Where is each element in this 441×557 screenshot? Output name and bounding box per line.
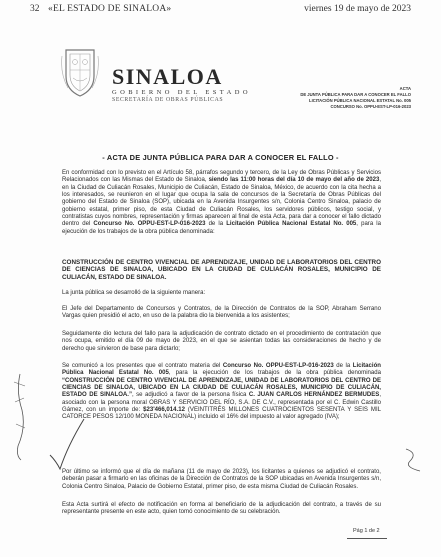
acta-line-1: ACTA [399,86,411,91]
p1-text-g: , para la ejecución de los trabajos de la obra pública denominada: [62,221,381,235]
p6-text-a: Se comunicó a los presentes que el contrato materia del [62,363,223,369]
paragraph-award [62,363,381,422]
p1-concurso: Concurso No. OPPU-EST-LP-016-2023 [93,221,206,228]
paragraph-ruling-reading: Seguidamente dio lectura del fallo para la adjudicación de contrato dictado en el procedimiento de contratación que nos ocupa, emitido el día 09 de mayo de 2023, en el que se asientan todas las consideraciones de hecho y de derecho que sirvieron de base para dictarlo; [62,331,381,352]
p6-amount-words: (VEINTITRÉS MILLONES CUATROCIENTOS SESENTA Y SEIS MIL CATORCE PESOS 12/100 MONEDA NACIONAL) [62,407,381,421]
newspaper-name: «EL ESTADO DE SINALOA» [48,4,172,14]
logo-name: SINALOA [112,64,223,89]
p1-date-time: siendo las 11:00 horas del día 10 de mayo del año de 2023 [208,177,380,184]
acta-line-2: DE JUNTA PÚBLICA PARA DAR A CONOCER EL FALLO [300,92,411,97]
handwritten-check-icon [46,415,86,475]
p6-licitacion: Licitación Pública Nacional Estatal No. 005 [62,363,381,377]
logo-secretariat: SECRETARÍA DE OBRAS PÚBLICAS [112,97,224,103]
running-header [30,4,411,18]
acta-reference-block [261,86,411,110]
paragraph-welcome: El Jefe del Departamento de Concursos y Contratos, de la Dirección de Contratos de la SOP, Abraham Serrano Vargas quien presidió el acto, en uso de la palabra dio la bienvenida a los asistentes; [62,306,381,320]
margin-scribble-icon [402,445,424,475]
document-title: - ACTA DE JUNTA PÚBLICA PARA DAR A CONOCER EL FALLO - [102,153,339,162]
paragraph-notification: Esta Acta surtirá el efecto de notificación en forma al beneficiario de la adjudicación del contrato, a través de su representante presente en este acto, quien tomó conocimiento de su celebración. [62,502,381,516]
page-indicator-text: Pág 1 de 2 [353,528,380,534]
paragraph-opening [62,170,381,236]
paragraph-proceedings-intro: La junta pública se desarrolló de la siguiente manera: [62,290,206,296]
p6-text-g: , se adjudicó a favor de la persona física [131,392,249,399]
government-logo [112,66,252,103]
state-seal-icon [60,46,100,98]
logo-government: GOBIERNO DEL ESTADO [112,89,251,96]
p1-licitacion: Licitación Pública Nacional Estatal No. 005 [226,221,357,228]
publication-date: viernes 19 de mayo de 2023 [304,4,411,14]
paragraph-project-name: CONSTRUCCIÓN DE CENTRO VIVENCIAL DE APRENDIZAJE, UNIDAD DE LABORATORIOS DEL CENTRO DE CIENCIAS DE SINALOA, UBICADO EN LA CIUDAD DE CULIACÁN ROSALES, MUNICIPIO DE CULIACÁN, ESTADO DE SINALOA. [62,259,381,281]
p6-contractor: C. JUAN CARLOS HERNÁNDEZ BERMUDES [248,392,380,399]
acta-line-4: CONCURSO No. OPPU-EST-LP-016-2023 [330,104,411,109]
p1-text-e: de la [205,221,227,228]
page-number: 32 [30,4,40,14]
margin-note-icon [10,372,30,462]
p6-text-l: incluido el 16% del impuesto al valor agregado (IVA); [196,414,340,421]
acta-line-3: LICITACIÓN PÚBLICA NACIONAL ESTATAL No. 005 [309,98,411,103]
p1-text-a: En conformidad con lo previsto en el Artículo 58, párrafos segundo y tercero, de la Ley de Obras Públicas y Servicios Relacionados con las Mismas del Estado de Sinaloa, [62,170,381,184]
p6-concurso: Concurso No. OPPU-EST-LP-016-2023 [222,363,334,369]
page-indicator [347,526,387,539]
paragraph-signing: Por último se informó que el día de mañana (11 de mayo de 2023), los licitantes a quienes se adjudicó el contrato, deberán pasar a firmarlo en las oficinas de la Dirección de Contratos de la SOP ubicadas en Avenida Insurgentes s/n, Colonia Centro Sinaloa, Palacio de Gobierno Estatal, primer piso, de esta misma Ciudad de Culiacán Rosales. [62,469,381,490]
p6-project: “CONSTRUCCIÓN DE CENTRO VIVENCIAL DE APRENDIZAJE, UNIDAD DE LABORATORIOS DEL CENTRO DE CIENCIAS DE SINALOA, UBICADO EN LA CIUDAD DE CULIACÁN ROSALES, MUNICIPIO DE CULIACÁN, ESTADO DE SINALOA.” [62,377,381,399]
p6-text-i: , asociado con la persona moral OBRAS Y SERVICIO DEL RÍO, S.A. DE C.V., representada por el C. Edwin Castillo Gámez, con un importe de: [62,392,382,414]
p6-amount: $23'466,014.12 [143,407,185,414]
p6-text-c: de la [333,363,353,369]
p6-text-e: , para la ejecución de los trabajos de la obra pública denominada [168,370,382,377]
p1-text-c: , en la Ciudad de Culiacán Rosales, Municipio de Culiacán, Estado de Sinaloa, México, de acuerdo con la cita hecha a los interesados, se reunieron en el lugar que ocupa la sala de concursos de la Secretaría de Obras Públicas del gobierno del Estado de Sinaloa (SOP), ubicada en la Avenida Insurgentes s/n, Colonia Centro Sinaloa, palacio de gobierno estatal, primer piso, de esta Ciudad de Culiacán Rosales, los servidores públicos, testigo social, y contratistas cuyos nombres, representación y firmas aparecen al final de esta Acta, para dar a conocer el fallo dictado dentro del [62,177,381,228]
